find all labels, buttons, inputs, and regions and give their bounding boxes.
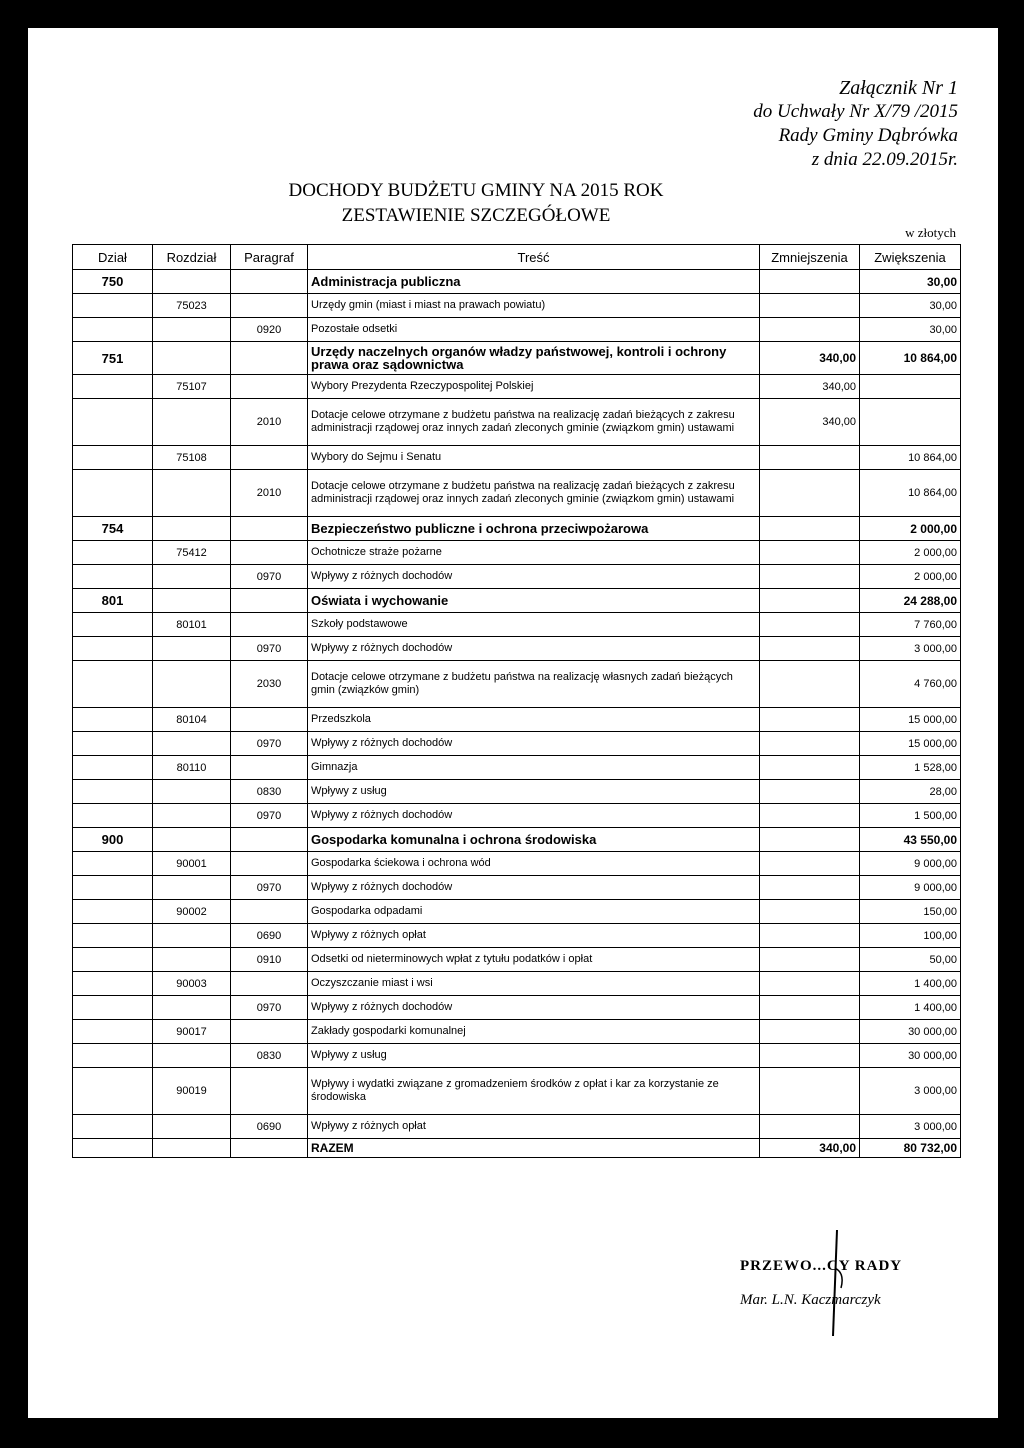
cell-zwiekszenia: 100,00 bbox=[860, 924, 961, 948]
table-row bbox=[73, 613, 961, 637]
cell-paragraf bbox=[231, 517, 308, 541]
cell-dzial bbox=[73, 996, 153, 1020]
cell-dzial bbox=[73, 1068, 153, 1115]
cell-dzial bbox=[73, 637, 153, 661]
cell-zmniejszenia bbox=[760, 470, 860, 517]
cell-zwiekszenia: 4 760,00 bbox=[860, 661, 961, 708]
cell-paragraf bbox=[231, 708, 308, 732]
cell-rozdzial: 75412 bbox=[153, 541, 231, 565]
cell-tresc: Gospodarka ściekowa i ochrona wód bbox=[308, 852, 760, 876]
cell-rozdzial: 75107 bbox=[153, 375, 231, 399]
document-page bbox=[28, 28, 998, 1418]
cell-tresc: Wpływy i wydatki związane z gromadzeniem środków z opłat i kar za korzystanie ze środowiska bbox=[308, 1068, 760, 1115]
total-empty-1 bbox=[73, 1139, 153, 1158]
cell-tresc: Ochotnicze straże pożarne bbox=[308, 541, 760, 565]
cell-dzial: 754 bbox=[73, 517, 153, 541]
cell-zwiekszenia: 9 000,00 bbox=[860, 876, 961, 900]
cell-paragraf bbox=[231, 828, 308, 852]
cell-rozdzial: 90002 bbox=[153, 900, 231, 924]
cell-zmniejszenia bbox=[760, 756, 860, 780]
cell-paragraf: 0970 bbox=[231, 804, 308, 828]
cell-dzial bbox=[73, 900, 153, 924]
cell-paragraf bbox=[231, 541, 308, 565]
header-tresc: Treść bbox=[308, 245, 760, 270]
cell-rozdzial bbox=[153, 470, 231, 517]
cell-zmniejszenia bbox=[760, 900, 860, 924]
cell-dzial: 750 bbox=[73, 270, 153, 294]
cell-zwiekszenia: 2 000,00 bbox=[860, 541, 961, 565]
cell-tresc: Gospodarka odpadami bbox=[308, 900, 760, 924]
cell-tresc: Wpływy z różnych dochodów bbox=[308, 637, 760, 661]
cell-tresc: Urzędy naczelnych organów władzy państwowej, kontroli i ochrony prawa oraz sądownictwa bbox=[308, 342, 760, 375]
table-row bbox=[73, 780, 961, 804]
cell-dzial bbox=[73, 565, 153, 589]
table-row bbox=[73, 541, 961, 565]
cell-zmniejszenia bbox=[760, 852, 860, 876]
cell-paragraf bbox=[231, 446, 308, 470]
cell-zmniejszenia bbox=[760, 517, 860, 541]
cell-paragraf bbox=[231, 613, 308, 637]
cell-tresc: Wybory do Sejmu i Senatu bbox=[308, 446, 760, 470]
cell-rozdzial bbox=[153, 876, 231, 900]
table-row bbox=[73, 375, 961, 399]
header-zmniejszenia: Zmniejszenia bbox=[760, 245, 860, 270]
cell-rozdzial bbox=[153, 1044, 231, 1068]
cell-tresc: Zakłady gospodarki komunalnej bbox=[308, 1020, 760, 1044]
cell-tresc: Urzędy gmin (miast i miast na prawach powiatu) bbox=[308, 294, 760, 318]
cell-rozdzial bbox=[153, 517, 231, 541]
cell-tresc: Wybory Prezydenta Rzeczypospolitej Polskiej bbox=[308, 375, 760, 399]
cell-tresc: Dotacje celowe otrzymane z budżetu państwa na realizację zadań bieżących z zakresu administracji rządowej oraz innych zadań zleconych gminie (związkom gmin) ustawami bbox=[308, 470, 760, 517]
table-row-dzial bbox=[73, 517, 961, 541]
cell-zmniejszenia bbox=[760, 613, 860, 637]
cell-zmniejszenia bbox=[760, 828, 860, 852]
signature-name: Mar. L.N. Kaczmarczyk bbox=[740, 1292, 881, 1308]
cell-paragraf bbox=[231, 375, 308, 399]
cell-rozdzial bbox=[153, 565, 231, 589]
cell-tresc: Wpływy z różnych dochodów bbox=[308, 732, 760, 756]
cell-zwiekszenia: 30,00 bbox=[860, 318, 961, 342]
table-row-dzial bbox=[73, 270, 961, 294]
cell-zwiekszenia: 1 400,00 bbox=[860, 996, 961, 1020]
cell-zwiekszenia bbox=[860, 375, 961, 399]
cell-zmniejszenia bbox=[760, 294, 860, 318]
cell-paragraf: 0690 bbox=[231, 1115, 308, 1139]
cell-zmniejszenia bbox=[760, 1020, 860, 1044]
cell-tresc: Wpływy z różnych opłat bbox=[308, 1115, 760, 1139]
cell-dzial bbox=[73, 972, 153, 996]
cell-zwiekszenia: 150,00 bbox=[860, 900, 961, 924]
cell-paragraf: 0830 bbox=[231, 780, 308, 804]
cell-paragraf bbox=[231, 1068, 308, 1115]
signature-stroke bbox=[815, 1228, 855, 1338]
table-row bbox=[73, 996, 961, 1020]
cell-zwiekszenia: 30 000,00 bbox=[860, 1044, 961, 1068]
cell-rozdzial bbox=[153, 924, 231, 948]
cell-rozdzial: 90019 bbox=[153, 1068, 231, 1115]
cell-rozdzial bbox=[153, 399, 231, 446]
table-row bbox=[73, 399, 961, 446]
cell-rozdzial bbox=[153, 996, 231, 1020]
table-row bbox=[73, 732, 961, 756]
cell-tresc: Bezpieczeństwo publiczne i ochrona przeciwpożarowa bbox=[308, 517, 760, 541]
header-dzial: Dział bbox=[73, 245, 153, 270]
header-zwiekszenia: Zwiększenia bbox=[860, 245, 961, 270]
cell-paragraf bbox=[231, 1020, 308, 1044]
cell-dzial: 900 bbox=[73, 828, 153, 852]
cell-zwiekszenia: 3 000,00 bbox=[860, 1115, 961, 1139]
cell-paragraf: 2030 bbox=[231, 661, 308, 708]
table-row bbox=[73, 1115, 961, 1139]
cell-zmniejszenia bbox=[760, 446, 860, 470]
total-empty-3 bbox=[231, 1139, 308, 1158]
cell-paragraf: 0830 bbox=[231, 1044, 308, 1068]
cell-dzial bbox=[73, 876, 153, 900]
cell-paragraf bbox=[231, 294, 308, 318]
total-row bbox=[73, 1139, 961, 1158]
table-row bbox=[73, 804, 961, 828]
cell-rozdzial bbox=[153, 1115, 231, 1139]
cell-dzial bbox=[73, 399, 153, 446]
table-body bbox=[73, 270, 961, 1139]
total-empty-2 bbox=[153, 1139, 231, 1158]
cell-dzial bbox=[73, 708, 153, 732]
cell-dzial bbox=[73, 780, 153, 804]
cell-zmniejszenia bbox=[760, 948, 860, 972]
cell-paragraf: 0970 bbox=[231, 876, 308, 900]
cell-zmniejszenia bbox=[760, 637, 860, 661]
cell-rozdzial: 90017 bbox=[153, 1020, 231, 1044]
annex-resolution: do Uchwały Nr X/79 /2015 bbox=[753, 101, 958, 122]
cell-paragraf bbox=[231, 756, 308, 780]
cell-zwiekszenia: 10 864,00 bbox=[860, 470, 961, 517]
cell-tresc: Wpływy z różnych dochodów bbox=[308, 876, 760, 900]
cell-zwiekszenia: 10 864,00 bbox=[860, 446, 961, 470]
cell-paragraf: 2010 bbox=[231, 399, 308, 446]
annex-number: Załącznik Nr 1 bbox=[839, 77, 958, 99]
cell-dzial bbox=[73, 756, 153, 780]
table-row bbox=[73, 876, 961, 900]
cell-paragraf bbox=[231, 900, 308, 924]
cell-rozdzial bbox=[153, 948, 231, 972]
cell-zwiekszenia: 2 000,00 bbox=[860, 517, 961, 541]
table-row-dzial bbox=[73, 589, 961, 613]
total-zmniejszenia: 340,00 bbox=[760, 1139, 860, 1158]
table-row-dzial bbox=[73, 828, 961, 852]
cell-rozdzial bbox=[153, 780, 231, 804]
table-row-dzial bbox=[73, 342, 961, 375]
cell-zmniejszenia: 340,00 bbox=[760, 342, 860, 375]
table-row bbox=[73, 924, 961, 948]
cell-paragraf: 0920 bbox=[231, 318, 308, 342]
cell-dzial bbox=[73, 732, 153, 756]
cell-zwiekszenia: 50,00 bbox=[860, 948, 961, 972]
cell-paragraf: 2010 bbox=[231, 470, 308, 517]
cell-tresc: Wpływy z różnych dochodów bbox=[308, 996, 760, 1020]
cell-tresc: Dotacje celowe otrzymane z budżetu państwa na realizację własnych zadań bieżących gmin (związków gmin) bbox=[308, 661, 760, 708]
cell-tresc: Wpływy z różnych opłat bbox=[308, 924, 760, 948]
cell-dzial bbox=[73, 318, 153, 342]
table-row bbox=[73, 1068, 961, 1115]
cell-tresc: Wpływy z usług bbox=[308, 1044, 760, 1068]
title-line-2: ZESTAWIENIE SZCZEGÓŁOWE bbox=[341, 205, 611, 226]
cell-tresc: Odsetki od nieterminowych wpłat z tytułu podatków i opłat bbox=[308, 948, 760, 972]
cell-tresc: Gospodarka komunalna i ochrona środowiska bbox=[308, 828, 760, 852]
table-row bbox=[73, 948, 961, 972]
table-row bbox=[73, 972, 961, 996]
total-label: RAZEM bbox=[308, 1139, 760, 1158]
document-title bbox=[276, 178, 676, 228]
cell-zwiekszenia: 3 000,00 bbox=[860, 637, 961, 661]
cell-zwiekszenia: 10 864,00 bbox=[860, 342, 961, 375]
cell-zmniejszenia bbox=[760, 565, 860, 589]
cell-rozdzial: 80101 bbox=[153, 613, 231, 637]
cell-zwiekszenia bbox=[860, 399, 961, 446]
cell-rozdzial: 90001 bbox=[153, 852, 231, 876]
cell-dzial bbox=[73, 661, 153, 708]
table-row bbox=[73, 565, 961, 589]
cell-rozdzial bbox=[153, 828, 231, 852]
table-row bbox=[73, 637, 961, 661]
cell-tresc: Oczyszczanie miast i wsi bbox=[308, 972, 760, 996]
cell-dzial bbox=[73, 852, 153, 876]
cell-rozdzial bbox=[153, 804, 231, 828]
cell-dzial bbox=[73, 470, 153, 517]
cell-dzial: 751 bbox=[73, 342, 153, 375]
annex-header bbox=[753, 76, 958, 172]
table-row bbox=[73, 470, 961, 517]
cell-dzial bbox=[73, 294, 153, 318]
budget-table bbox=[72, 244, 961, 1158]
cell-dzial bbox=[73, 1020, 153, 1044]
cell-zmniejszenia bbox=[760, 589, 860, 613]
cell-rozdzial: 80104 bbox=[153, 708, 231, 732]
cell-tresc: Administracja publiczna bbox=[308, 270, 760, 294]
cell-dzial bbox=[73, 948, 153, 972]
cell-zmniejszenia bbox=[760, 270, 860, 294]
cell-zmniejszenia bbox=[760, 1068, 860, 1115]
cell-zmniejszenia bbox=[760, 1115, 860, 1139]
cell-rozdzial bbox=[153, 318, 231, 342]
cell-zwiekszenia: 28,00 bbox=[860, 780, 961, 804]
title-line-1: DOCHODY BUDŻETU GMINY NA 2015 ROK bbox=[288, 180, 664, 201]
cell-tresc: Wpływy z różnych dochodów bbox=[308, 565, 760, 589]
cell-paragraf: 0690 bbox=[231, 924, 308, 948]
cell-tresc: Oświata i wychowanie bbox=[308, 589, 760, 613]
cell-zwiekszenia: 15 000,00 bbox=[860, 732, 961, 756]
cell-zwiekszenia: 7 760,00 bbox=[860, 613, 961, 637]
table-header-row bbox=[73, 245, 961, 270]
cell-zwiekszenia: 24 288,00 bbox=[860, 589, 961, 613]
cell-zwiekszenia: 9 000,00 bbox=[860, 852, 961, 876]
total-zwiekszenia: 80 732,00 bbox=[860, 1139, 961, 1158]
cell-tresc: Wpływy z różnych dochodów bbox=[308, 804, 760, 828]
cell-zwiekszenia: 30,00 bbox=[860, 294, 961, 318]
cell-dzial bbox=[73, 375, 153, 399]
signature-title: PRZEWO...CY RADY bbox=[740, 1258, 903, 1274]
cell-tresc: Wpływy z usług bbox=[308, 780, 760, 804]
cell-dzial bbox=[73, 541, 153, 565]
table-row bbox=[73, 1020, 961, 1044]
cell-rozdzial bbox=[153, 661, 231, 708]
cell-rozdzial: 90003 bbox=[153, 972, 231, 996]
cell-paragraf: 0970 bbox=[231, 637, 308, 661]
cell-zmniejszenia bbox=[760, 708, 860, 732]
header-rozdzial: Rozdział bbox=[153, 245, 231, 270]
cell-paragraf: 0970 bbox=[231, 996, 308, 1020]
cell-zmniejszenia bbox=[760, 1044, 860, 1068]
cell-zwiekszenia: 30 000,00 bbox=[860, 1020, 961, 1044]
cell-rozdzial: 75108 bbox=[153, 446, 231, 470]
cell-zmniejszenia: 340,00 bbox=[760, 399, 860, 446]
table-row bbox=[73, 318, 961, 342]
cell-paragraf bbox=[231, 342, 308, 375]
cell-dzial: 801 bbox=[73, 589, 153, 613]
cell-zmniejszenia bbox=[760, 780, 860, 804]
cell-paragraf: 0910 bbox=[231, 948, 308, 972]
cell-zwiekszenia: 43 550,00 bbox=[860, 828, 961, 852]
currency-unit: w złotych bbox=[905, 225, 956, 240]
cell-zwiekszenia: 2 000,00 bbox=[860, 565, 961, 589]
cell-zwiekszenia: 3 000,00 bbox=[860, 1068, 961, 1115]
table-row bbox=[73, 294, 961, 318]
cell-zmniejszenia bbox=[760, 924, 860, 948]
table-row bbox=[73, 446, 961, 470]
cell-zmniejszenia bbox=[760, 318, 860, 342]
cell-zmniejszenia: 340,00 bbox=[760, 375, 860, 399]
cell-paragraf: 0970 bbox=[231, 732, 308, 756]
cell-rozdzial bbox=[153, 732, 231, 756]
cell-tresc: Dotacje celowe otrzymane z budżetu państwa na realizację zadań bieżących z zakresu administracji rządowej oraz innych zadań zleconych gminie (związkom gmin) ustawami bbox=[308, 399, 760, 446]
table-row bbox=[73, 1044, 961, 1068]
cell-zmniejszenia bbox=[760, 541, 860, 565]
table-row bbox=[73, 708, 961, 732]
cell-zwiekszenia: 1 400,00 bbox=[860, 972, 961, 996]
annex-council: Rady Gminy Dąbrówka bbox=[778, 125, 958, 146]
cell-paragraf bbox=[231, 589, 308, 613]
table-row bbox=[73, 756, 961, 780]
cell-dzial bbox=[73, 446, 153, 470]
cell-tresc: Przedszkola bbox=[308, 708, 760, 732]
annex-date: z dnia 22.09.2015r. bbox=[811, 149, 958, 170]
cell-dzial bbox=[73, 613, 153, 637]
cell-paragraf bbox=[231, 270, 308, 294]
cell-tresc: Gimnazja bbox=[308, 756, 760, 780]
cell-dzial bbox=[73, 804, 153, 828]
cell-paragraf bbox=[231, 852, 308, 876]
cell-zmniejszenia bbox=[760, 972, 860, 996]
cell-rozdzial bbox=[153, 589, 231, 613]
cell-zwiekszenia: 1 528,00 bbox=[860, 756, 961, 780]
cell-zmniejszenia bbox=[760, 732, 860, 756]
cell-paragraf bbox=[231, 972, 308, 996]
table-row bbox=[73, 900, 961, 924]
cell-rozdzial: 80110 bbox=[153, 756, 231, 780]
cell-rozdzial bbox=[153, 637, 231, 661]
cell-rozdzial bbox=[153, 270, 231, 294]
cell-zwiekszenia: 15 000,00 bbox=[860, 708, 961, 732]
cell-dzial bbox=[73, 1044, 153, 1068]
table-row bbox=[73, 661, 961, 708]
cell-zmniejszenia bbox=[760, 996, 860, 1020]
cell-rozdzial: 75023 bbox=[153, 294, 231, 318]
cell-tresc: Szkoły podstawowe bbox=[308, 613, 760, 637]
cell-zmniejszenia bbox=[760, 876, 860, 900]
cell-paragraf: 0970 bbox=[231, 565, 308, 589]
cell-zmniejszenia bbox=[760, 661, 860, 708]
header-paragraf: Paragraf bbox=[231, 245, 308, 270]
cell-zwiekszenia: 30,00 bbox=[860, 270, 961, 294]
cell-dzial bbox=[73, 924, 153, 948]
table-row bbox=[73, 852, 961, 876]
cell-zwiekszenia: 1 500,00 bbox=[860, 804, 961, 828]
cell-zmniejszenia bbox=[760, 804, 860, 828]
cell-tresc: Pozostałe odsetki bbox=[308, 318, 760, 342]
cell-dzial bbox=[73, 1115, 153, 1139]
cell-rozdzial bbox=[153, 342, 231, 375]
